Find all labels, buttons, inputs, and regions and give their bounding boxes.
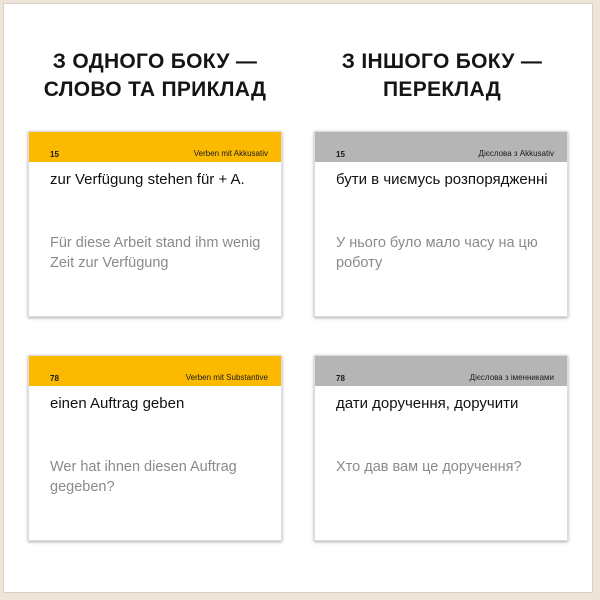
card-category: Verben mit Akkusativ — [193, 149, 268, 158]
heading-line: СЛОВО ТА ПРИКЛАД — [43, 78, 267, 101]
card-header-bar — [29, 132, 281, 162]
card-number: 78 — [336, 374, 345, 383]
card-example: Wer hat ihnen diesen Auftrag gegeben? — [50, 459, 237, 495]
card-category: Verben mit Substantive — [185, 373, 268, 382]
card-number: 15 — [50, 150, 59, 159]
card-example: Für diese Arbeit stand ihm wenig Zeit zur Verfügung — [50, 235, 261, 271]
card-header-bar — [315, 356, 567, 386]
card-number: 15 — [336, 150, 345, 159]
card-word: дати доручення, доручити — [336, 395, 519, 412]
flashcard-back — [314, 131, 568, 317]
card-word: zur Verfügung stehen für + A. — [50, 171, 245, 188]
card-example: Хто дав вам це доручення? — [336, 459, 522, 475]
flashcard-back — [314, 355, 568, 541]
card-word: einen Auftrag geben — [50, 395, 185, 412]
back-side-heading — [292, 48, 592, 104]
card-number: 78 — [50, 374, 59, 383]
front-side-heading — [5, 48, 305, 104]
card-category: Дієслова з Akkusativ — [478, 149, 554, 158]
heading-line: З ІНШОГО БОКУ — — [341, 50, 543, 73]
flashcard-front — [28, 355, 282, 541]
card-header-bar — [315, 132, 567, 162]
heading-line: З ОДНОГО БОКУ — — [52, 50, 258, 73]
card-category: Дієслова з іменниками — [469, 373, 554, 382]
card-word: бути в чиємусь розпорядженні — [336, 171, 548, 188]
card-header-bar — [29, 356, 281, 386]
flashcard-front — [28, 131, 282, 317]
card-example: У нього було мало часу на цю роботу — [336, 235, 538, 271]
heading-line: ПЕРЕКЛАД — [383, 78, 501, 101]
